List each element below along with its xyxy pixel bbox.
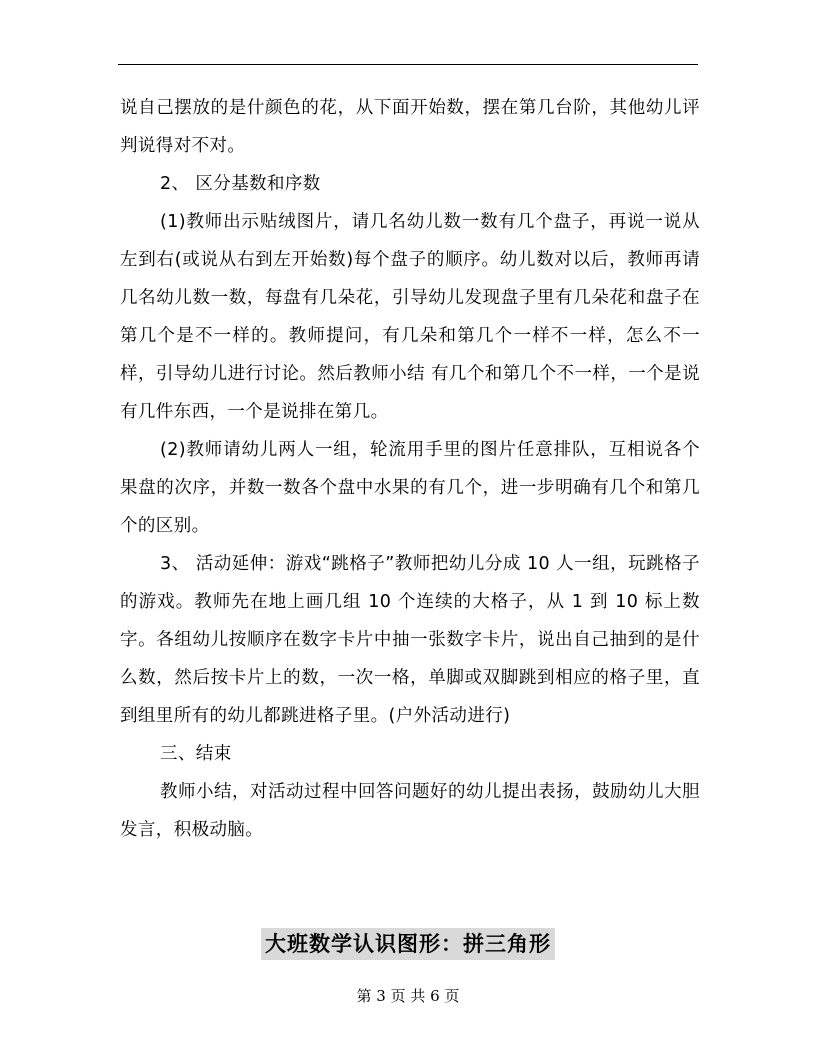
body-text xyxy=(120,89,700,849)
section-heading-ending: 三、结束 xyxy=(160,744,232,764)
page-footer: 第 3 页 共 6 页 xyxy=(356,987,460,1005)
header-rule xyxy=(118,64,698,65)
next-section-title-wrap xyxy=(0,928,816,960)
section-heading-cardinal-ordinal: 2、 区分基数和序数 xyxy=(160,174,321,194)
paragraph-continued: 说自己摆放的是什颜色的花，从下面开始数，摆在第几台阶，其他幼儿评判说得对不对。 xyxy=(120,98,700,156)
next-section-title: 大班数学认识图形：拼三角形 xyxy=(261,928,555,960)
paragraph-step-1: (1)教师出示贴绒图片，请几名幼儿数一数有几个盘子，再说一说从左到右(或说从右到左开始数)每个盘子的顺序。幼儿数对以后，教师再请几名幼儿数一数，每盘有几朵花，引导幼儿发现盘子里有几朵花和盘子在第几个是不一样的。教师提问，有几朵和第几个一样不一样，怎么不一样，引导幼儿进行讨论。然后教师小结 有几个和第几个不一样，一个是说有几件东西，一个是说排在第几。 xyxy=(120,212,700,422)
paragraph-summary: 教师小结，对活动过程中回答问题好的幼儿提出表扬，鼓励幼儿大胆发言，积极动脑。 xyxy=(120,782,700,840)
paragraph-step-2: (2)教师请幼儿两人一组，轮流用手里的图片任意排队，互相说各个果盘的次序，并数一数各个盘中水果的有几个，进一步明确有几个和第几个的区别。 xyxy=(120,440,700,536)
paragraph-activity-extension: 3、 活动延伸：游戏“跳格子”教师把幼儿分成 10 人一组，玩跳格子的游戏。教师先在地上画几组 10 个连续的大格子，从 1 到 10 标上数字。各组幼儿按顺序在数字卡片中抽一张数字卡片，说出自己抽到的是什么数，然后按卡片上的数，一次一格，单脚或双脚跳到相应的格子里，直到组里所有的幼儿都跳进格子里。(户外活动进行) xyxy=(120,554,700,726)
